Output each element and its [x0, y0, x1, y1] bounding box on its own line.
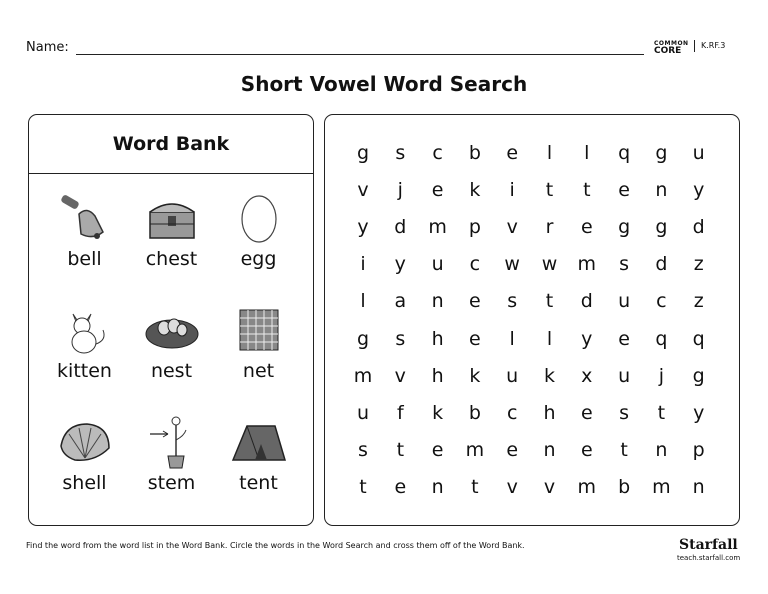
grid-letter[interactable]: m — [353, 364, 373, 387]
grid-letter[interactable]: t — [545, 290, 554, 313]
grid-letter[interactable]: n — [431, 475, 444, 498]
grid-letter[interactable]: k — [469, 364, 481, 387]
grid-letter[interactable]: e — [469, 290, 481, 313]
grid-letter[interactable]: f — [396, 401, 404, 424]
grid-letter[interactable]: e — [506, 142, 519, 164]
grid-letter[interactable]: n — [655, 179, 668, 202]
word-bank-item-shell[interactable] — [37, 412, 132, 524]
grid-letter[interactable]: l — [546, 142, 553, 164]
grid-letter[interactable]: w — [504, 253, 520, 276]
word-bank-word: nest — [150, 360, 193, 382]
grid-letter[interactable]: l — [509, 327, 515, 350]
grid-letter[interactable]: v — [506, 475, 518, 498]
grid-letter[interactable]: n — [655, 438, 668, 461]
tent-icon — [211, 412, 306, 472]
grid-letter[interactable]: u — [618, 290, 631, 313]
grid-letter[interactable]: q — [655, 327, 668, 350]
grid-letter[interactable]: t — [620, 438, 628, 461]
word-bank-item-egg[interactable] — [211, 188, 306, 300]
grid-letter[interactable]: e — [618, 179, 630, 202]
grid-letter[interactable]: z — [693, 290, 704, 313]
grid-letter[interactable]: y — [693, 179, 705, 202]
grid-letter[interactable]: l — [360, 290, 366, 313]
word-bank-item-net[interactable] — [211, 300, 306, 412]
grid-letter[interactable]: d — [580, 290, 593, 313]
grid-letter[interactable]: u — [692, 142, 705, 164]
grid-letter[interactable]: e — [394, 475, 407, 498]
grid-letter[interactable]: c — [506, 401, 518, 424]
name-label: Name: — [26, 40, 69, 55]
grid-letter[interactable]: s — [619, 401, 630, 424]
grid-letter[interactable]: m — [577, 253, 597, 276]
grid-letter[interactable]: v — [394, 364, 406, 387]
page-title: Short Vowel Word Search — [240, 72, 528, 96]
grid-letter[interactable]: h — [431, 327, 444, 350]
grid-letter[interactable]: i — [509, 179, 515, 202]
grid-letter[interactable]: m — [428, 216, 447, 239]
grid-letter[interactable]: q — [692, 327, 705, 350]
word-bank-heading: Word Bank — [29, 115, 313, 174]
grid-letter[interactable]: v — [543, 475, 556, 498]
starfall-logo: Starfall — [679, 537, 738, 553]
grid-letter[interactable]: b — [618, 475, 631, 498]
nest-icon — [124, 300, 219, 360]
grid-letter[interactable]: v — [357, 179, 369, 202]
grid-letter[interactable]: k — [543, 364, 555, 387]
word-bank-item-tent[interactable] — [211, 412, 306, 524]
word-bank-word: bell — [67, 248, 102, 270]
grid-letter[interactable]: b — [468, 142, 481, 164]
grid-letter[interactable]: g — [655, 216, 668, 239]
grid-letter[interactable]: x — [581, 364, 593, 387]
name-row — [26, 38, 746, 60]
grid-letter[interactable]: y — [394, 253, 406, 276]
grid-letter[interactable]: t — [396, 438, 405, 461]
net-icon — [211, 300, 306, 360]
grid-letter[interactable]: w — [541, 253, 558, 276]
grid-letter[interactable]: j — [658, 364, 665, 387]
grid-letter[interactable]: t — [657, 401, 666, 424]
standard-code: K.RF.3 — [694, 40, 725, 52]
grid-letter[interactable]: g — [356, 142, 370, 164]
grid-letter[interactable]: m — [577, 475, 597, 498]
grid-letter[interactable]: z — [693, 253, 704, 276]
grid-letter[interactable]: y — [581, 327, 593, 350]
grid-letter[interactable]: e — [618, 327, 630, 350]
grid-letter[interactable]: u — [431, 253, 444, 276]
grid-letter[interactable]: e — [469, 327, 481, 350]
common-core-logo: COMMON CORE — [654, 40, 689, 56]
grid-letter[interactable]: n — [431, 290, 444, 313]
grid-letter[interactable]: u — [506, 364, 519, 387]
grid-letter[interactable]: e — [580, 438, 593, 461]
grid-letter[interactable]: c — [432, 142, 443, 164]
bell-icon — [37, 188, 132, 248]
grid-letter[interactable]: e — [580, 216, 593, 239]
word-bank-word: egg — [240, 248, 277, 270]
grid-letter[interactable]: d — [655, 253, 668, 276]
word-bank-item-chest[interactable] — [124, 188, 219, 300]
word-bank-word: kitten — [57, 360, 112, 382]
word-bank-word: net — [242, 360, 275, 382]
grid-letter[interactable]: n — [692, 475, 705, 498]
word-search-grid — [324, 114, 740, 526]
grid-letter[interactable]: r — [545, 216, 554, 239]
grid-letter[interactable]: s — [619, 253, 630, 276]
grid-letter[interactable]: e — [506, 438, 519, 461]
word-bank-word: chest — [145, 248, 198, 270]
brand-url: teach.starfall.com — [677, 554, 741, 562]
grid-letter[interactable]: t — [583, 179, 591, 202]
grid-letter[interactable]: c — [469, 253, 481, 276]
grid-letter[interactable]: q — [618, 142, 631, 164]
word-bank-word: stem — [147, 472, 196, 494]
name-field[interactable] — [76, 54, 644, 55]
grid-letter[interactable]: s — [395, 327, 406, 350]
grid-letter[interactable]: b — [468, 401, 481, 424]
grid-letter[interactable]: u — [618, 364, 631, 387]
grid-letter[interactable]: u — [356, 401, 370, 424]
grid-letter[interactable]: h — [543, 401, 556, 424]
stem-icon — [124, 412, 219, 472]
word-bank-word: shell — [62, 472, 107, 494]
grid-letter[interactable]: h — [431, 364, 444, 387]
instructions: Find the word from the word list in the Word Bank. Circle the words in the Word Search and cross them off of the Word Bank. — [26, 541, 525, 550]
word-bank-item-nest[interactable] — [124, 300, 219, 412]
grid-letter[interactable]: e — [431, 179, 444, 202]
grid-letter[interactable]: y — [357, 216, 369, 239]
grid-letter[interactable]: v — [506, 216, 518, 239]
grid-letter[interactable]: k — [469, 179, 481, 202]
shell-icon — [37, 412, 132, 472]
grid-letter[interactable]: m — [652, 475, 671, 498]
grid-letter[interactable]: s — [395, 142, 406, 164]
grid-letter[interactable]: i — [360, 253, 366, 276]
grid-letter[interactable]: y — [693, 401, 705, 424]
word-bank-panel — [28, 114, 314, 526]
word-bank-item-stem[interactable] — [124, 412, 219, 524]
grid-letter[interactable]: g — [356, 327, 370, 350]
grid-letter[interactable]: t — [471, 475, 479, 498]
grid-letter[interactable]: t — [545, 179, 554, 202]
grid-letter[interactable]: t — [359, 475, 367, 498]
grid-letter[interactable]: s — [358, 438, 368, 461]
grid-letter[interactable]: n — [543, 438, 556, 461]
grid-letter[interactable]: k — [432, 401, 444, 424]
word-bank-item-kitten[interactable] — [37, 300, 132, 412]
treasure-chest-icon — [124, 188, 219, 248]
grid-letter[interactable]: g — [655, 142, 668, 164]
grid-letter[interactable]: c — [656, 290, 667, 313]
grid-letter[interactable]: g — [618, 216, 631, 239]
grid-letter[interactable]: l — [584, 142, 590, 164]
grid-letter[interactable]: e — [580, 401, 593, 424]
grid-letter[interactable]: l — [546, 327, 553, 350]
grid-letter[interactable]: d — [692, 216, 705, 239]
grid-letter[interactable]: p — [468, 216, 481, 239]
word-bank-word: tent — [239, 472, 278, 494]
grid-letter[interactable]: j — [397, 179, 403, 202]
grid-letter[interactable]: m — [465, 438, 485, 461]
grid-letter[interactable]: s — [507, 290, 518, 313]
egg-icon — [211, 188, 306, 248]
kitten-icon — [37, 300, 132, 360]
grid-letter[interactable]: p — [692, 438, 705, 461]
grid-letter[interactable]: e — [431, 438, 444, 461]
grid-letter[interactable]: g — [692, 364, 705, 387]
grid-letter[interactable]: d — [394, 216, 407, 239]
grid-letter[interactable]: a — [394, 290, 407, 313]
word-bank-item-bell[interactable] — [37, 188, 132, 300]
